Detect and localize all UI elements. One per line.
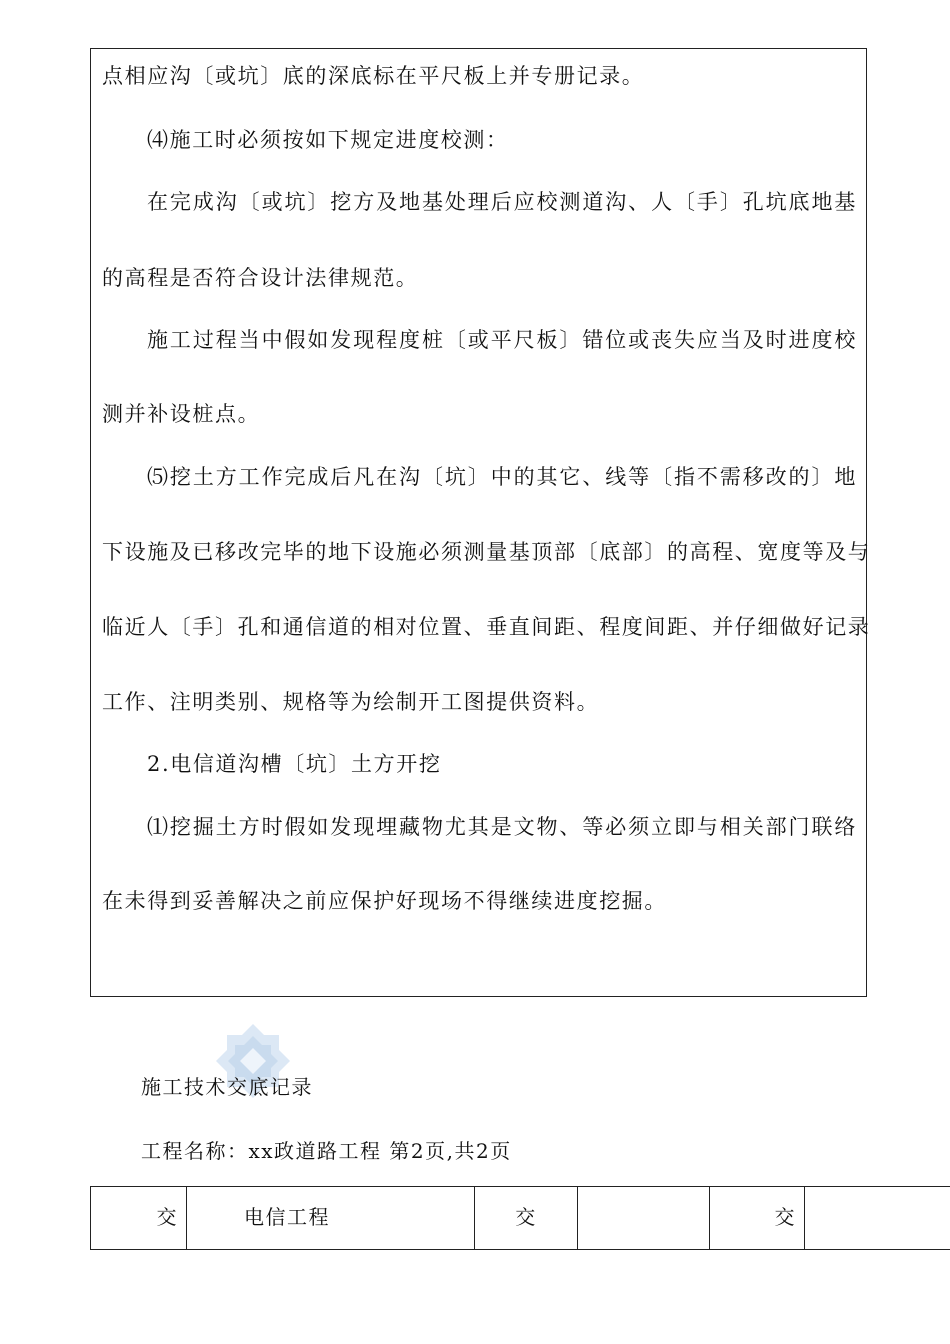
text-line-5: 施工过程当中假如发现程度桩〔或平尺板〕错位或丧失应当及时进度校 — [147, 328, 857, 352]
section-heading: 2.电信道沟槽〔坑〕土方开挖 — [147, 752, 442, 776]
text-line-13: 在未得到妥善解决之前应保护好现场不得继续进度挖掘。 — [102, 889, 667, 913]
record-title: 施工技术交底记录 — [141, 1075, 313, 1099]
project-line: 工程名称：xx政道路工程 第2页,共2页 — [141, 1139, 512, 1163]
table-cell: 交 — [91, 1187, 187, 1250]
text-line-9: 临近人〔手〕孔和通信道的相对位置、垂直间距、程度间距、并仔细做好记录 — [102, 615, 871, 639]
table-cell: 电信工程 — [187, 1187, 475, 1250]
text-line-12: ⑴挖掘土方时假如发现埋藏物尤其是文物、等必须立即与相关部门联络 — [147, 815, 857, 839]
text-line-3: 在完成沟〔或坑〕挖方及地基处理后应校测道沟、人〔手〕孔坑底地基 — [147, 190, 857, 214]
table-cell — [805, 1187, 950, 1250]
text-line-10: 工作、注明类别、规格等为绘制开工图提供资料。 — [102, 690, 600, 714]
text-line-4: 的高程是否符合设计法律规范。 — [102, 266, 419, 290]
text-line-7: ⑸挖土方工作完成后凡在沟〔坑〕中的其它、线等〔指不需移改的〕地 — [147, 465, 857, 489]
text-line-2: ⑷施工时必须按如下规定进度校测： — [147, 128, 509, 152]
text-line-1: 点相应沟〔或坑〕底的深底标在平尺板上并专册记录。 — [102, 64, 645, 88]
table-cell: 交 — [710, 1187, 805, 1250]
table-cell — [578, 1187, 710, 1250]
table-row — [91, 1187, 950, 1250]
text-line-8: 下设施及已移改完毕的地下设施必须测量基顶部〔底部〕的高程、宽度等及与 — [102, 540, 871, 564]
info-table — [90, 1186, 950, 1250]
table-cell: 交 — [475, 1187, 578, 1250]
text-line-6: 测并补设桩点。 — [102, 402, 261, 426]
